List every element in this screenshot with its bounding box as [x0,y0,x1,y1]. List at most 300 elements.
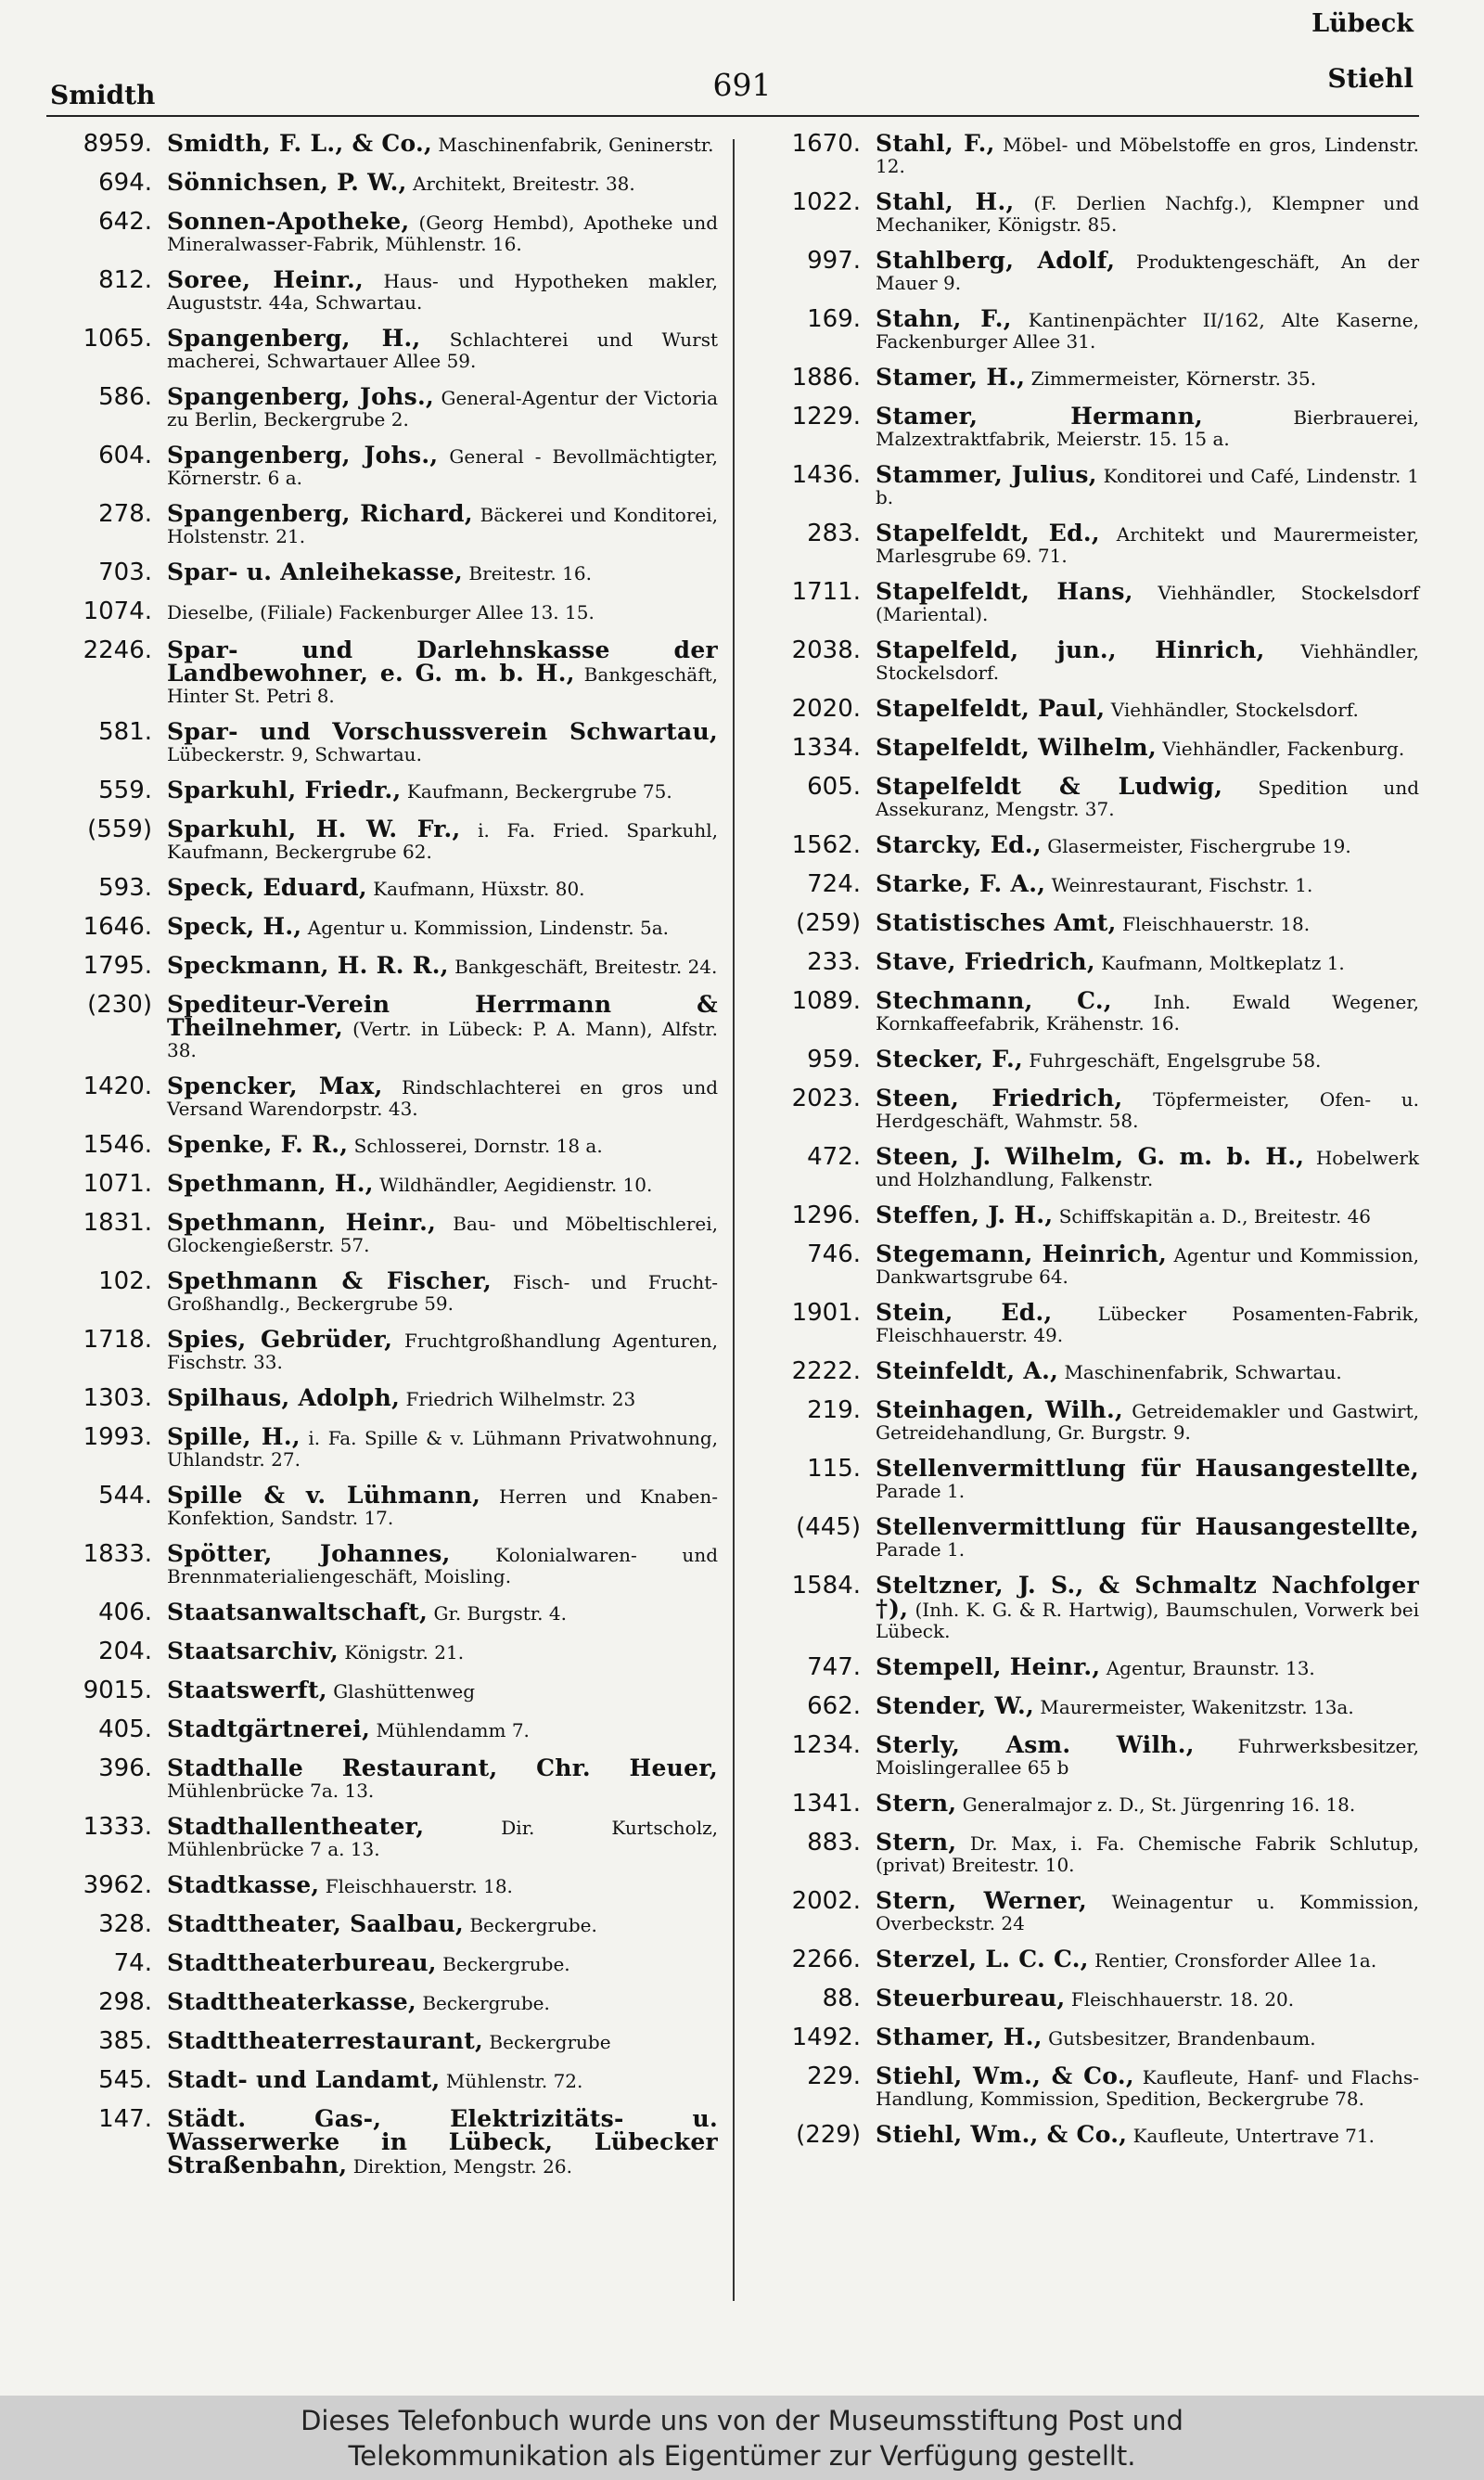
phone-number: 1229. [791,403,861,430]
entry-name: Spangenberg, Johs., [167,442,439,469]
phone-number: 1831. [83,1209,152,1237]
entry-detail: (F. Derlien Nachfg.), Klempner und Mechaniker, Königstr. 85. [876,192,1419,236]
phone-number: 1546. [83,1131,152,1159]
phone-number: 1303. [83,1384,152,1412]
phone-number: 88. [822,1985,861,2012]
entry-text [167,325,718,372]
phone-number: 1334. [791,734,861,762]
phone-number: 278. [98,500,152,528]
phone-number: 746. [807,1240,861,1268]
entry-text [167,2027,718,2053]
phone-number: 662. [807,1692,861,1720]
entry-text [167,718,718,765]
phone-number: 1492. [791,2024,861,2051]
phone-number: 642. [98,208,152,236]
entry-name: Sparkuhl, Friedr., [167,777,402,803]
entry-detail: i. Fa. Fried. Sparkuhl, Kaufmann, Beckergrube 62. [167,819,718,863]
phone-number: 169. [807,305,861,333]
entry-text [876,773,1419,820]
entry-detail: Kaufmann, Moltkeplatz 1. [1101,952,1345,974]
entry-text [876,1455,1419,1502]
entry-text [876,403,1419,450]
directory-entry [751,2062,1419,2110]
entry-name: Spangenberg, Johs., [167,383,434,410]
directory-entry [751,1455,1419,1502]
entry-name: Starcky, Ed., [876,831,1042,858]
entry-name: Speckmann, H. R. R., [167,952,449,979]
entry-name: Stahl, F., [876,130,995,157]
entry-name: Starke, F. A., [876,870,1046,897]
entry-text [876,1299,1419,1346]
entry-detail: Viehhändler, Stockelsdorf. [876,640,1419,684]
phone-number: 219. [807,1396,861,1424]
directory-entry [751,364,1419,392]
entry-detail: Lübecker Posamenten-Fabrik, Fleischhauerstr. 49. [876,1303,1420,1346]
entry-name: Stamer, Hermann, [876,403,1204,430]
directory-entry [43,442,718,489]
entry-name: Stadthallentheater, [167,1813,425,1840]
directory-entry [43,1813,718,1860]
directory-entry [43,1910,718,1938]
entry-text [876,305,1419,353]
entry-detail: Fruchtgroßhandlung Agenturen, Fischstr. 33. [167,1330,718,1373]
directory-entry [43,1677,718,1704]
directory-entry [43,913,718,941]
entry-detail: Fleischhauerstr. 18. [325,1875,513,1897]
phone-number: 1022. [791,188,861,216]
directory-entry [751,1692,1419,1720]
phone-number: 1584. [791,1572,861,1600]
phone-number: 1718. [83,1326,152,1354]
entry-detail: Produktengeschäft, An der Mauer 9. [876,251,1420,294]
directory-entry [751,948,1419,976]
right-column [751,130,1419,2160]
entry-detail: Parade 1. [876,1538,966,1561]
header-left-keyword: Smidth [50,80,156,110]
directory-entry [751,188,1419,236]
phone-number: 1646. [83,913,152,941]
directory-entry [43,1715,718,1743]
entry-name: Spencker, Max, [167,1073,383,1099]
directory-entry [43,1209,718,1256]
phone-number: 2266. [791,1946,861,1973]
directory-entry [751,1143,1419,1190]
phone-number: 997. [807,247,861,275]
directory-entry [751,461,1419,508]
entry-name: Stadttheaterrestaurant, [167,2027,484,2054]
phone-number: 724. [807,870,861,898]
phone-number: 1711. [791,578,861,606]
entry-name: Steinhagen, Wilh., [876,1396,1124,1423]
entry-detail: Kaufmann, Beckergrube 75. [406,780,672,803]
directory-entry [43,636,718,707]
entry-text [167,636,718,707]
entry-text [167,816,718,863]
phone-number: 1234. [791,1731,861,1759]
entry-text [876,1396,1419,1444]
entry-text [167,913,718,939]
phone-number: 102. [98,1267,152,1295]
directory-entry [751,305,1419,353]
entry-text [876,2062,1419,2110]
phone-number: 233. [807,948,861,976]
entry-text [876,1085,1419,1132]
phone-number: 3962. [83,1871,152,1899]
phone-number: 1901. [791,1299,861,1327]
phone-number: 74. [113,1949,152,1977]
entry-detail: Königstr. 21. [344,1641,465,1664]
entry-detail: Getreidemakler und Gastwirt, Getreidehandlung, Gr. Burgstr. 9. [876,1400,1420,1444]
entry-text [876,734,1419,760]
entry-text [876,636,1419,684]
entry-text [167,1715,718,1741]
entry-detail: Beckergrube. [422,1992,550,2014]
directory-entry [43,1131,718,1159]
directory-entry [751,909,1419,937]
directory-entry [43,718,718,765]
directory-entry [751,1085,1419,1132]
entry-detail: Mühlenbrücke 7a. 13. [167,1780,375,1802]
phone-number: 559. [98,777,152,804]
entry-text [167,1638,718,1664]
entry-text [167,874,718,900]
entry-detail: Rentier, Cronsforder Allee 1a. [1094,1949,1377,1972]
column-divider [733,139,735,2301]
entry-text [167,1677,718,1703]
entry-detail: Direktion, Mengstr. 26. [352,2155,572,2178]
entry-name: Stapelfeldt, Paul, [876,695,1106,722]
entry-detail: Bau- und Möbeltischlerei, Glockengießerstr. 57. [167,1213,718,1256]
entry-detail: Parade 1. [876,1480,966,1502]
entry-detail: (Georg Hembd), Apotheke und Mineralwasser-Fabrik, Mühlenstr. 16. [167,212,718,255]
phone-number: 1333. [83,1813,152,1841]
footer-line-2: Telekommunikation als Eigentümer zur Verfügung gestellt. [348,2440,1136,2472]
entry-name: Spilhaus, Adolph, [167,1384,401,1411]
entry-detail: Friedrich Wilhelmstr. 23 [405,1388,636,1410]
entry-text [167,1910,718,1936]
header-rule [46,115,1419,117]
entry-name: Stadttheaterkasse, [167,1988,416,2015]
footer-line-1: Dieses Telefonbuch wurde uns von der Museumsstiftung Post und [301,2405,1183,2436]
directory-entry [43,169,718,197]
phone-number: 1071. [83,1170,152,1198]
directory-entry [751,1946,1419,1973]
directory-entry [751,987,1419,1034]
entry-name: Soree, Heinr., [167,266,364,293]
phone-number: 586. [98,383,152,411]
entry-name: Stadttheaterbureau, [167,1949,437,1976]
entry-detail: Schiffskapitän a. D., Breitestr. 46 [1058,1205,1372,1227]
entry-text [167,1988,718,2014]
entry-detail: Viehhändler, Stockelsdorf (Mariental). [876,582,1420,625]
entry-text [876,1046,1419,1072]
directory-entry [43,1423,718,1471]
directory-entry [43,816,718,863]
entry-name: Speck, H., [167,913,302,940]
phone-number: 115. [807,1455,861,1483]
entry-detail: Mühlenstr. 72. [445,2070,583,2092]
entry-detail: Spedition und Assekuranz, Mengstr. 37. [876,777,1419,820]
directory-entry [43,1384,718,1412]
phone-number: 593. [98,874,152,902]
entry-detail: Weinrestaurant, Fischstr. 1. [1051,874,1313,896]
entry-name: Stiehl, Wm., & Co., [876,2121,1128,2148]
entry-detail: Agentur u. Kommission, Lindenstr. 5a. [307,917,669,939]
entry-detail: Kaufleute, Hanf- und Flachs-Handlung, Kommission, Spedition, Beckergrube 78. [876,2066,1419,2110]
entry-text [876,1985,1419,2011]
entry-name: Stadthalle Restaurant, Chr. Heuer, [167,1754,718,1781]
entry-text [876,1653,1419,1679]
entry-text [876,1143,1419,1190]
entry-detail: Fisch- und Frucht-Großhandlg., Beckergrube 59. [167,1271,719,1315]
directory-entry [751,773,1419,820]
entry-text [167,169,718,195]
entry-detail: Glasermeister, Fischergrube 19. [1047,835,1351,857]
directory-entry [43,777,718,804]
entry-detail: (Vertr. in Lübeck: P. A. Mann), Alfstr. 38. [167,1018,718,1061]
entry-text [167,1209,718,1256]
directory-entry [43,1170,718,1198]
entry-name: Speck, Eduard, [167,874,367,901]
directory-entry [751,1985,1419,2012]
entry-detail: General-Agentur der Victoria zu Berlin, Beckergrube 2. [167,387,718,430]
entry-text [167,442,718,489]
entry-name: Stempell, Heinr., [876,1653,1101,1680]
phone-number: 328. [98,1910,152,1938]
entry-name: Smidth, F. L., & Co., [167,130,433,157]
entry-name: Spethmann & Fischer, [167,1267,493,1294]
entry-detail: Fuhrwerksbesitzer, Moislingerallee 65 b [876,1735,1420,1779]
phone-number: 2222. [791,1357,861,1385]
directory-entry [751,2024,1419,2051]
entry-text [167,130,718,156]
entry-detail: Dieselbe, (Filiale) Fackenburger Allee 13. 15. [167,601,595,623]
entry-name: Stapelfeldt, Ed., [876,520,1100,546]
directory-entry [43,991,718,1061]
entry-detail: (Inh. K. G. & R. Hartwig), Baumschulen, Vorwerk bei Lübeck. [876,1599,1419,1642]
entry-name: Spenke, F. R., [167,1131,349,1158]
entry-detail: Inh. Ewald Wegener, Kornkaffeefabrik, Krähenstr. 16. [876,991,1419,1034]
entry-detail: Rindschlachterei en gros und Versand Warendorpstr. 43. [167,1076,718,1120]
entry-detail: Möbel- und Möbelstoffe en gros, Lindenstr. 12. [876,134,1419,177]
entry-detail: Fleischhauerstr. 18. [1121,913,1311,935]
entry-name: Statistisches Amt, [876,909,1117,936]
entry-name: Stahl, H., [876,188,1015,215]
entry-detail: Bäckerei und Konditorei, Holstenstr. 21. [167,504,719,547]
entry-text [167,383,718,430]
entry-detail: Hobelwerk und Holzhandlung, Falkenstr. [876,1147,1419,1190]
directory-entry [751,1240,1419,1288]
entry-text [167,2066,718,2092]
entry-name: Steinfeldt, A., [876,1357,1059,1384]
directory-entry [751,1653,1419,1681]
directory-entry [751,831,1419,859]
phone-number: 298. [98,1988,152,2016]
entry-text [167,1813,718,1860]
entry-name: Steuerbureau, [876,1985,1066,2011]
directory-entry [43,208,718,255]
entry-text [876,1240,1419,1288]
directory-entry [751,1357,1419,1385]
entry-name: Stern, [876,1829,957,1856]
entry-detail: Agentur, Braunstr. 13. [1106,1657,1315,1679]
entry-detail: Mühlendamm 7. [376,1719,530,1741]
entry-text [167,559,718,585]
entry-name: Stern, Werner, [876,1887,1087,1914]
entry-detail: Architekt, Breitestr. 38. [412,173,635,195]
entry-detail: Herren und Knaben-Konfektion, Sandstr. 17. [167,1485,719,1529]
entry-name: Stahn, F., [876,305,1012,332]
phone-number: (445) [796,1513,861,1541]
entry-text [167,1131,718,1157]
entry-text [876,461,1419,508]
phone-number: 703. [98,559,152,586]
entry-text [876,1692,1419,1718]
entry-name: Stadttheater, Saalbau, [167,1910,464,1937]
directory-entry [751,1887,1419,1934]
entry-detail: Maschinenfabrik, Schwartau. [1064,1361,1342,1383]
entry-text [876,948,1419,974]
phone-number: (230) [87,991,152,1019]
phone-number: (229) [796,2121,861,2149]
entry-text [876,1201,1419,1227]
phone-number: 581. [98,718,152,746]
phone-number: 472. [807,1143,861,1171]
entry-text [167,208,718,255]
entry-name: Stender, W., [876,1692,1035,1719]
directory-entry [43,325,718,372]
entry-text [167,500,718,547]
entry-detail: Bankgeschäft, Hinter St. Petri 8. [167,663,718,707]
phone-number: 883. [807,1829,861,1857]
entry-name: Stave, Friedrich, [876,948,1095,975]
phone-number: 604. [98,442,152,469]
entry-text [167,991,718,1061]
directory-entry [43,598,718,625]
entry-detail: Beckergrube [489,2031,611,2053]
entry-text [876,1572,1419,1642]
left-column [43,130,718,2189]
entry-name: Steltzner, J. S., & Schmaltz Nachfolger †), [876,1572,1419,1622]
entry-text [876,520,1419,567]
entry-text [167,1423,718,1471]
entry-detail: Beckergrube. [469,1914,597,1936]
entry-text [167,1871,718,1897]
entry-text [167,598,718,623]
directory-entry [43,1638,718,1665]
entry-detail: Agentur und Kommission, Dankwartsgrube 64. [876,1244,1420,1288]
entry-detail: Beckergrube. [442,1953,570,1975]
directory-entry [43,1326,718,1373]
directory-entry [43,2027,718,2055]
phone-number: 747. [807,1653,861,1681]
directory-entry [43,1540,718,1587]
entry-name: Städt. Gas-, Elektrizitäts- u. Wasserwerke in Lübeck, Lübecker Straßenbahn, [167,2105,718,2178]
entry-detail: Zimmermeister, Körnerstr. 35. [1030,367,1317,390]
entry-name: Stapelfeldt, Wilhelm, [876,734,1157,761]
entry-text [876,1790,1419,1816]
entry-name: Stadtkasse, [167,1871,320,1898]
phone-number: 959. [807,1046,861,1073]
entry-text [876,870,1419,896]
entry-name: Sterly, Asm. Wilh., [876,1731,1195,1758]
entry-name: Spangenberg, Richard, [167,500,473,527]
directory-entry [751,247,1419,294]
entry-detail: Bierbrauerei, Malzextraktfabrik, Meierstr. 15. 15 a. [876,406,1420,450]
entry-name: Stapelfeldt & Ludwig, [876,773,1223,800]
entry-detail: Viehhändler, Fackenburg. [1162,738,1405,760]
phone-number: 2020. [791,695,861,723]
phone-number: 1562. [791,831,861,859]
entry-name: Stapelfeld, jun., Hinrich, [876,636,1265,663]
entry-name: Stapelfeldt, Hans, [876,578,1133,605]
entry-name: Spille, H., [167,1423,301,1450]
directory-entry [43,2066,718,2094]
phone-number: 8959. [83,130,152,158]
entry-text [876,364,1419,390]
phone-number: 1089. [791,987,861,1015]
entry-text [167,952,718,978]
phone-number: (559) [87,816,152,843]
entry-detail: Glashüttenweg [333,1680,476,1703]
phone-number: 1065. [83,325,152,353]
entry-text [167,777,718,803]
directory-entry [43,2105,718,2178]
entry-name: Stahlberg, Adolf, [876,247,1116,274]
phone-number: 1436. [791,461,861,489]
directory-entry [43,952,718,980]
entry-detail: Kaufleute, Untertrave 71. [1132,2125,1375,2147]
entry-detail: Kolonialwaren- und Brennmaterialiengeschäft, Moisling. [167,1544,719,1587]
directory-entry [43,559,718,586]
entry-name: Spethmann, H., [167,1170,374,1197]
phone-number: 405. [98,1715,152,1743]
entry-name: Steffen, J. H., [876,1201,1054,1228]
directory-entry [751,2121,1419,2149]
entry-detail: Kantinenpächter II/162, Alte Kaserne, Fackenburger Allee 31. [876,309,1419,353]
phone-number: 1296. [791,1201,861,1229]
directory-entry [751,1731,1419,1779]
phone-number: 204. [98,1638,152,1665]
directory-entry [751,520,1419,567]
entry-text [876,695,1419,721]
entry-text [876,578,1419,625]
entry-name: Stern, [876,1790,957,1817]
entry-name: Spar- und Darlehnskasse der Landbewohner, e. G. m. b. H., [167,636,718,687]
entry-name: Stecker, F., [876,1046,1023,1073]
directory-entry [43,1073,718,1120]
entry-text [876,188,1419,236]
phone-number: 694. [98,169,152,197]
entry-text [876,130,1419,177]
phone-number: 1795. [83,952,152,980]
phone-number: 9015. [83,1677,152,1704]
directory-entry [43,1754,718,1802]
directory-entry [751,870,1419,898]
entry-name: Spar- u. Anleihekasse, [167,559,464,585]
phone-number: 1886. [791,364,861,392]
header-place: Lübeck [1311,9,1414,38]
phone-number: 2038. [791,636,861,664]
phone-number: 283. [807,520,861,547]
entry-detail: Bankgeschäft, Breitestr. 24. [454,956,718,978]
entry-name: Stechmann, C., [876,987,1112,1014]
entry-text [167,1482,718,1529]
entry-detail: Viehhändler, Stockelsdorf. [1110,699,1359,721]
phone-number: 1420. [83,1073,152,1100]
entry-text [167,1754,718,1802]
entry-text [167,2105,718,2178]
